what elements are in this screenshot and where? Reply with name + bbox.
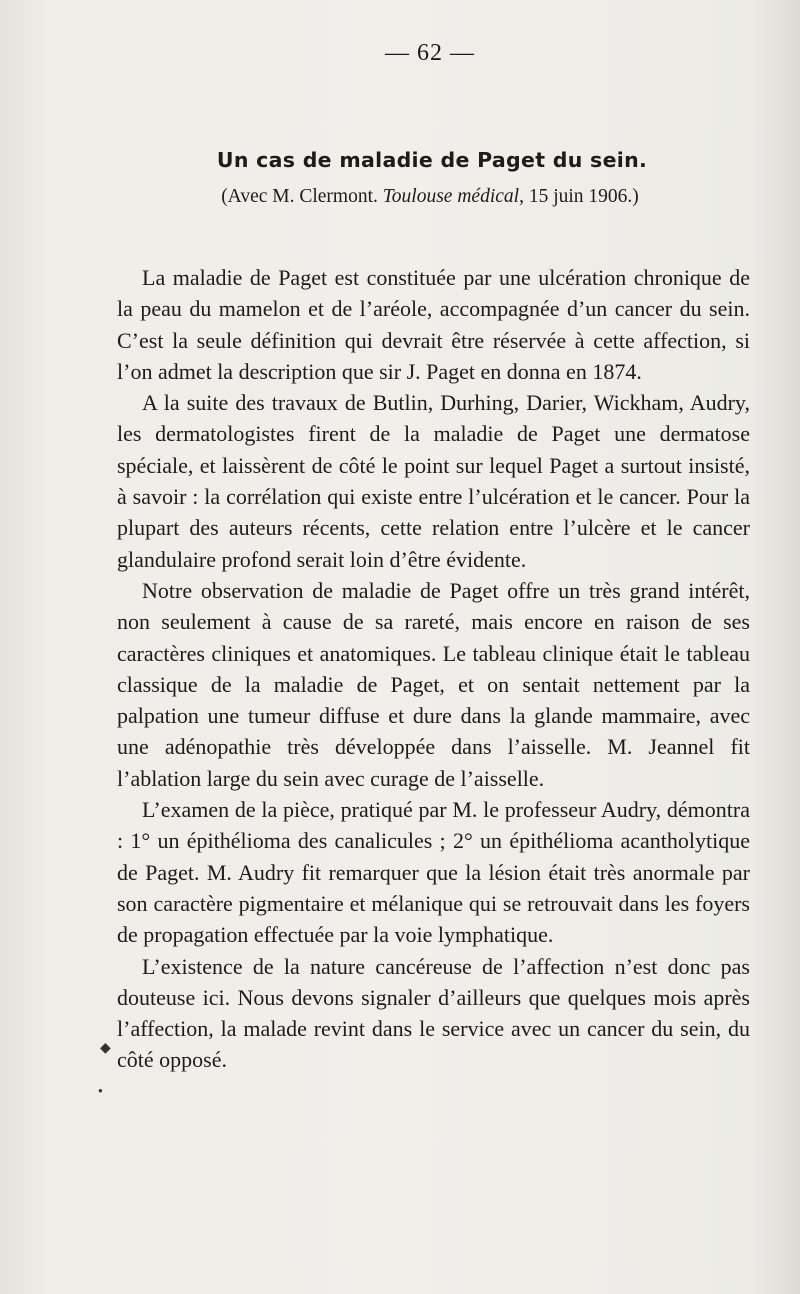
citation-prefix: (Avec M. Clermont.	[221, 186, 383, 207]
citation-line	[0, 186, 800, 208]
paragraph-3: Notre observation de maladie de Paget offre un très grand intérêt, non seulement à cause de sa rareté, mais encore en raison de ses caractères cliniques et anatomiques. Le tableau clinique était le tableau classique de la maladie de Paget, et on sentait nettement par la palpation une tumeur diffuse et dure dans la glande mammaire, avec une adénopathie très développée dans l’aisselle. M. Jeannel fit l’ablation large du sein avec curage de l’aisselle.	[117, 577, 750, 791]
paragraph-5: L’existence de la nature cancéreuse de l’affection n’est donc pas douteuse ici. Nous devons signaler d’ailleurs que quelques mois après l’affection, la malade revint dans le service avec un cancer du sein, du côté opposé.	[117, 953, 750, 1073]
paragraph-4: L’examen de la pièce, pratiqué par M. le professeur Audry, démontra : 1° un épithélioma des canalicules ; 2° un épithélioma acantholytique de Paget. M. Audry fit remarquer que la lésion était très anormale par son caractère pigmentaire et mélanique qui se retrouvait dans les foyers de propagation effectuée par la voie lymphatique.	[117, 797, 750, 948]
paragraph-2: A la suite des travaux de Butlin, Durhing, Darier, Wickham, Audry, les dermatologistes firent de la maladie de Paget une dermatose spéciale, et laissèrent de côté le point sur lequel Paget a surtout insisté, à savoir : la corrélation qui existe entre l’ulcération et le cancer. Pour la plupart des auteurs récents, cette relation entre l’ulcère et le cancer glandulaire profond serait loin d’être évidente.	[117, 390, 750, 572]
paragraph-1: La maladie de Paget est constituée par une ulcération chronique de la peau du mamelon et de l’aréole, accompagnée d’un cancer du sein. C’est la seule définition qui devrait être réservée à cette affection, si l’on admet la description que sir J. Paget en donna en 1874.	[117, 265, 750, 384]
page-number: — 62 —	[385, 40, 475, 66]
margin-bullet-icon: ◆	[100, 1041, 111, 1056]
citation-journal: Toulouse médical	[382, 186, 520, 207]
article-title: Un cas de maladie de Paget du sein.	[216, 148, 648, 172]
citation-suffix: , 15 juin 1906.)	[519, 186, 639, 207]
margin-dot-icon: ●	[98, 1086, 103, 1095]
article-body	[117, 262, 750, 1076]
